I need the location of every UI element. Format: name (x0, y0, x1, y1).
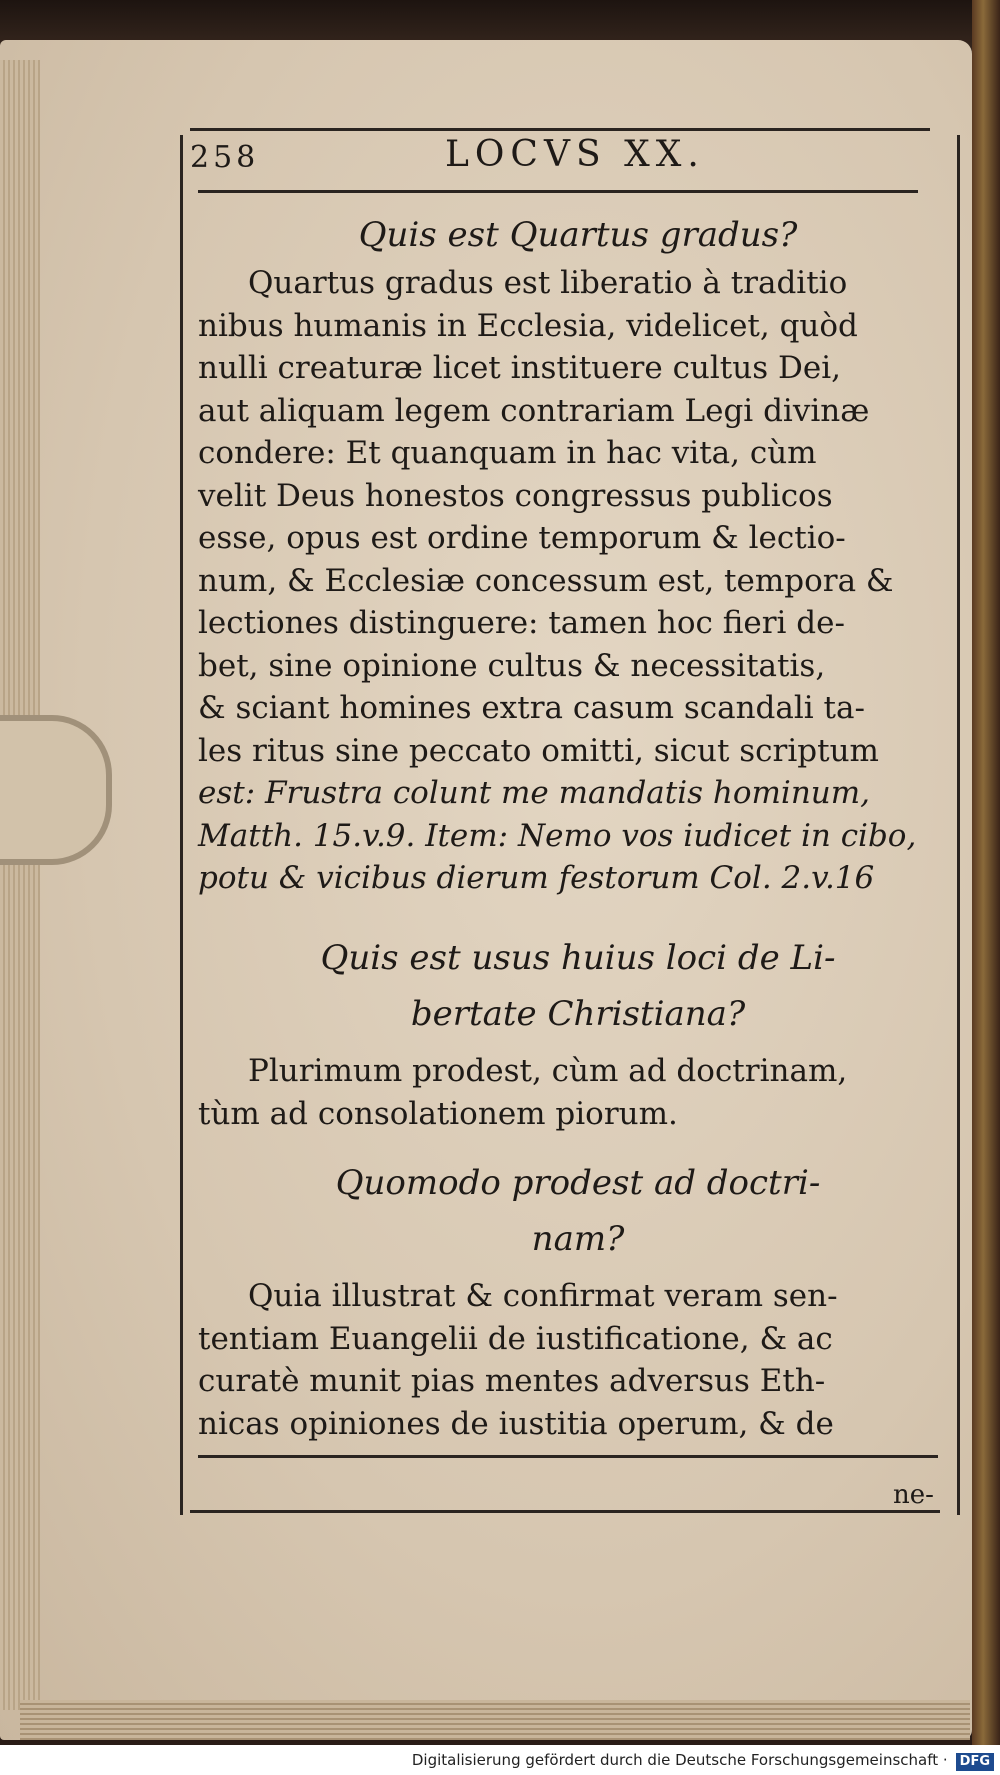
section-body (198, 262, 958, 900)
text-line: & sciant homines extra casum scandali ta- (198, 690, 865, 726)
section-heading (198, 1155, 958, 1267)
section-body (198, 1275, 958, 1445)
text-line: les ritus sine peccato omitti, sicut scriptum (198, 732, 879, 769)
text-line: lectiones distinguere: tamen hoc fieri de- (198, 605, 845, 641)
page-stack-bottom (20, 1700, 970, 1740)
text-line: nibus humanis in Ecclesia, videlicet, quòd (198, 307, 858, 344)
running-title: LOCVS XX. (445, 134, 705, 175)
footer-text: Digitalisierung gefördert durch die Deutsche Forschungsgemeinschaft · (411, 1751, 948, 1769)
heading-line: Quis est usus huius loci de Li- (320, 938, 836, 978)
digitization-footer (0, 1745, 1000, 1775)
text-line: Plurimum prodest, cùm ad doctrinam, (248, 1053, 848, 1089)
text-line: num, & Ecclesiæ concessum est, tempora & (198, 562, 894, 599)
page-stack-left (0, 60, 40, 1710)
text-line: bet, sine opinione cultus & necessitatis, (198, 647, 826, 684)
text-line: Quartus gradus est liberatio à traditio (248, 265, 848, 301)
heading-line: bertate Christiana? (410, 994, 746, 1034)
catchword: ne- (893, 1480, 934, 1510)
text-line: Matth. 15.v.9. Item: Nemo vos iudicet in cibo, (198, 817, 917, 854)
page-number: 258 (190, 140, 260, 175)
header-rule (198, 190, 918, 193)
dfg-logo-icon: DFG (956, 1753, 994, 1771)
heading-line: nam? (531, 1219, 625, 1259)
text-line: esse, opus est ordine temporum & lectio- (198, 520, 846, 556)
text-line: tùm ad consolationem piorum. (198, 1095, 678, 1132)
book-spine-edge (972, 0, 1000, 1775)
outer-bottom-rule (190, 1510, 940, 1513)
bookmark-clip-icon (0, 715, 112, 865)
bottom-rule (198, 1455, 938, 1458)
text-line: curatè munit pias mentes adversus Eth- (198, 1363, 826, 1399)
text-line: tentiam Euangelii de iustificatione, & ac (198, 1320, 833, 1357)
section-heading (198, 930, 958, 1042)
text-line: condere: Et quanquam in hac vita, cùm (198, 435, 817, 471)
section-body (198, 1050, 958, 1135)
text-line: velit Deus honestos congressus publicos (198, 477, 833, 514)
running-head (190, 130, 950, 180)
text-line: potu & vicibus dierum festorum Col. 2.v.16 (198, 860, 875, 896)
text-line: nicas opiniones de iustitia operum, & de (198, 1405, 834, 1442)
text-line: aut aliquam legem contrariam Legi divinæ (198, 392, 870, 429)
text-line: est: Frustra colunt me mandatis hominum, (198, 775, 871, 811)
section-heading: Quis est Quartus gradus? (358, 215, 798, 255)
text-line: nulli creaturæ licet instituere cultus Dei, (198, 350, 841, 386)
heading-line: Quomodo prodest ad doctri- (335, 1163, 821, 1203)
text-line: Quia illustrat & confirmat veram sen- (248, 1278, 838, 1314)
